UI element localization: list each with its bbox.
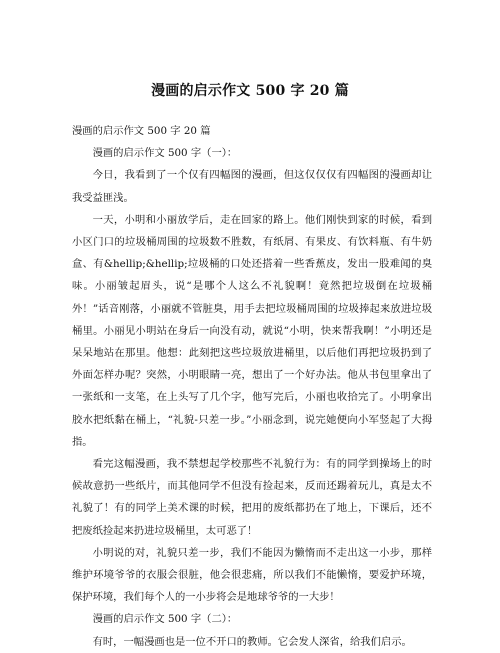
paragraph-heading: 漫画的启示作文 500 字 20 篇 [72, 125, 211, 137]
paragraph: 今日，我看到了一个仅有四幅图的漫画，但这仅仅仅有四幅图的漫画却让我受益匪浅。 [72, 169, 432, 204]
section-heading-2: 漫画的启示作文 500 字（二）： [92, 613, 238, 626]
document-title: 漫画的启示作文 500 字 20 篇 [151, 83, 349, 99]
paragraph: 有时，一幅漫画也是一位不开口的教师。它会发人深省，给我们启示。 [92, 635, 412, 648]
section-heading-1: 漫画的启示作文 500 字（一）： [92, 147, 238, 160]
paragraph: 看完这幅漫画，我不禁想起学校那些不礼貌行为：有的同学到操场上的时候故意扔一些纸片，而其他同学不但没有捡起来，反而还踢着玩儿，真是太不礼貌了！有的同学上美术课的时候，把用的废纸都扔在了地上，下课后，还不把废纸捡起来扔进垃圾桶里，太可恶了！ [72, 458, 432, 537]
paragraph: 小明说的对，礼貌只差一步，我们不能因为懒惰而不走出这一小步，那样维护环境爷爷的衣服会很脏，他会很悲痛，所以我们不能懒惰，要爱护环境，保护环境，我们每个人的一小步将会是地球爷爷的一大步！ [72, 546, 432, 604]
document-body [72, 120, 432, 653]
paragraph: 一天，小明和小丽放学后，走在回家的路上。他们刚快到家的时候，看到小区门口的垃圾桶周围的垃圾数不胜数，有纸屑、有果皮、有饮料瓶、有牛奶盒、有&hellip;&hellip;垃圾桶的口处还搭着一些香蕉皮，发出一股难闻的臭味。小丽皱起眉头，说“是哪个人这么不礼貌啊！竟然把垃圾倒在垃圾桶外！”话音刚落，小丽就不管脏臭，用手去把垃圾桶周围的垃圾捧起来放进垃圾桶里。小丽见小明站在身后一向没有动，就说“小明，快来帮我啊！”小明还是呆呆地站在那里。他想：此刻把这些垃圾放进桶里，以后他们再把垃圾扔到了外面怎样办呢？突然，小明眼睛一亮，想出了一个好办法。他从书包里拿出了一张纸和一支笔，在上头写了几个字，他写完后，小丽也收拾完了。小明拿出胶水把纸黏在桶上，“礼貌-只差一步。”小丽念到，说完她便向小军竖起了大拇指。 [72, 213, 432, 448]
